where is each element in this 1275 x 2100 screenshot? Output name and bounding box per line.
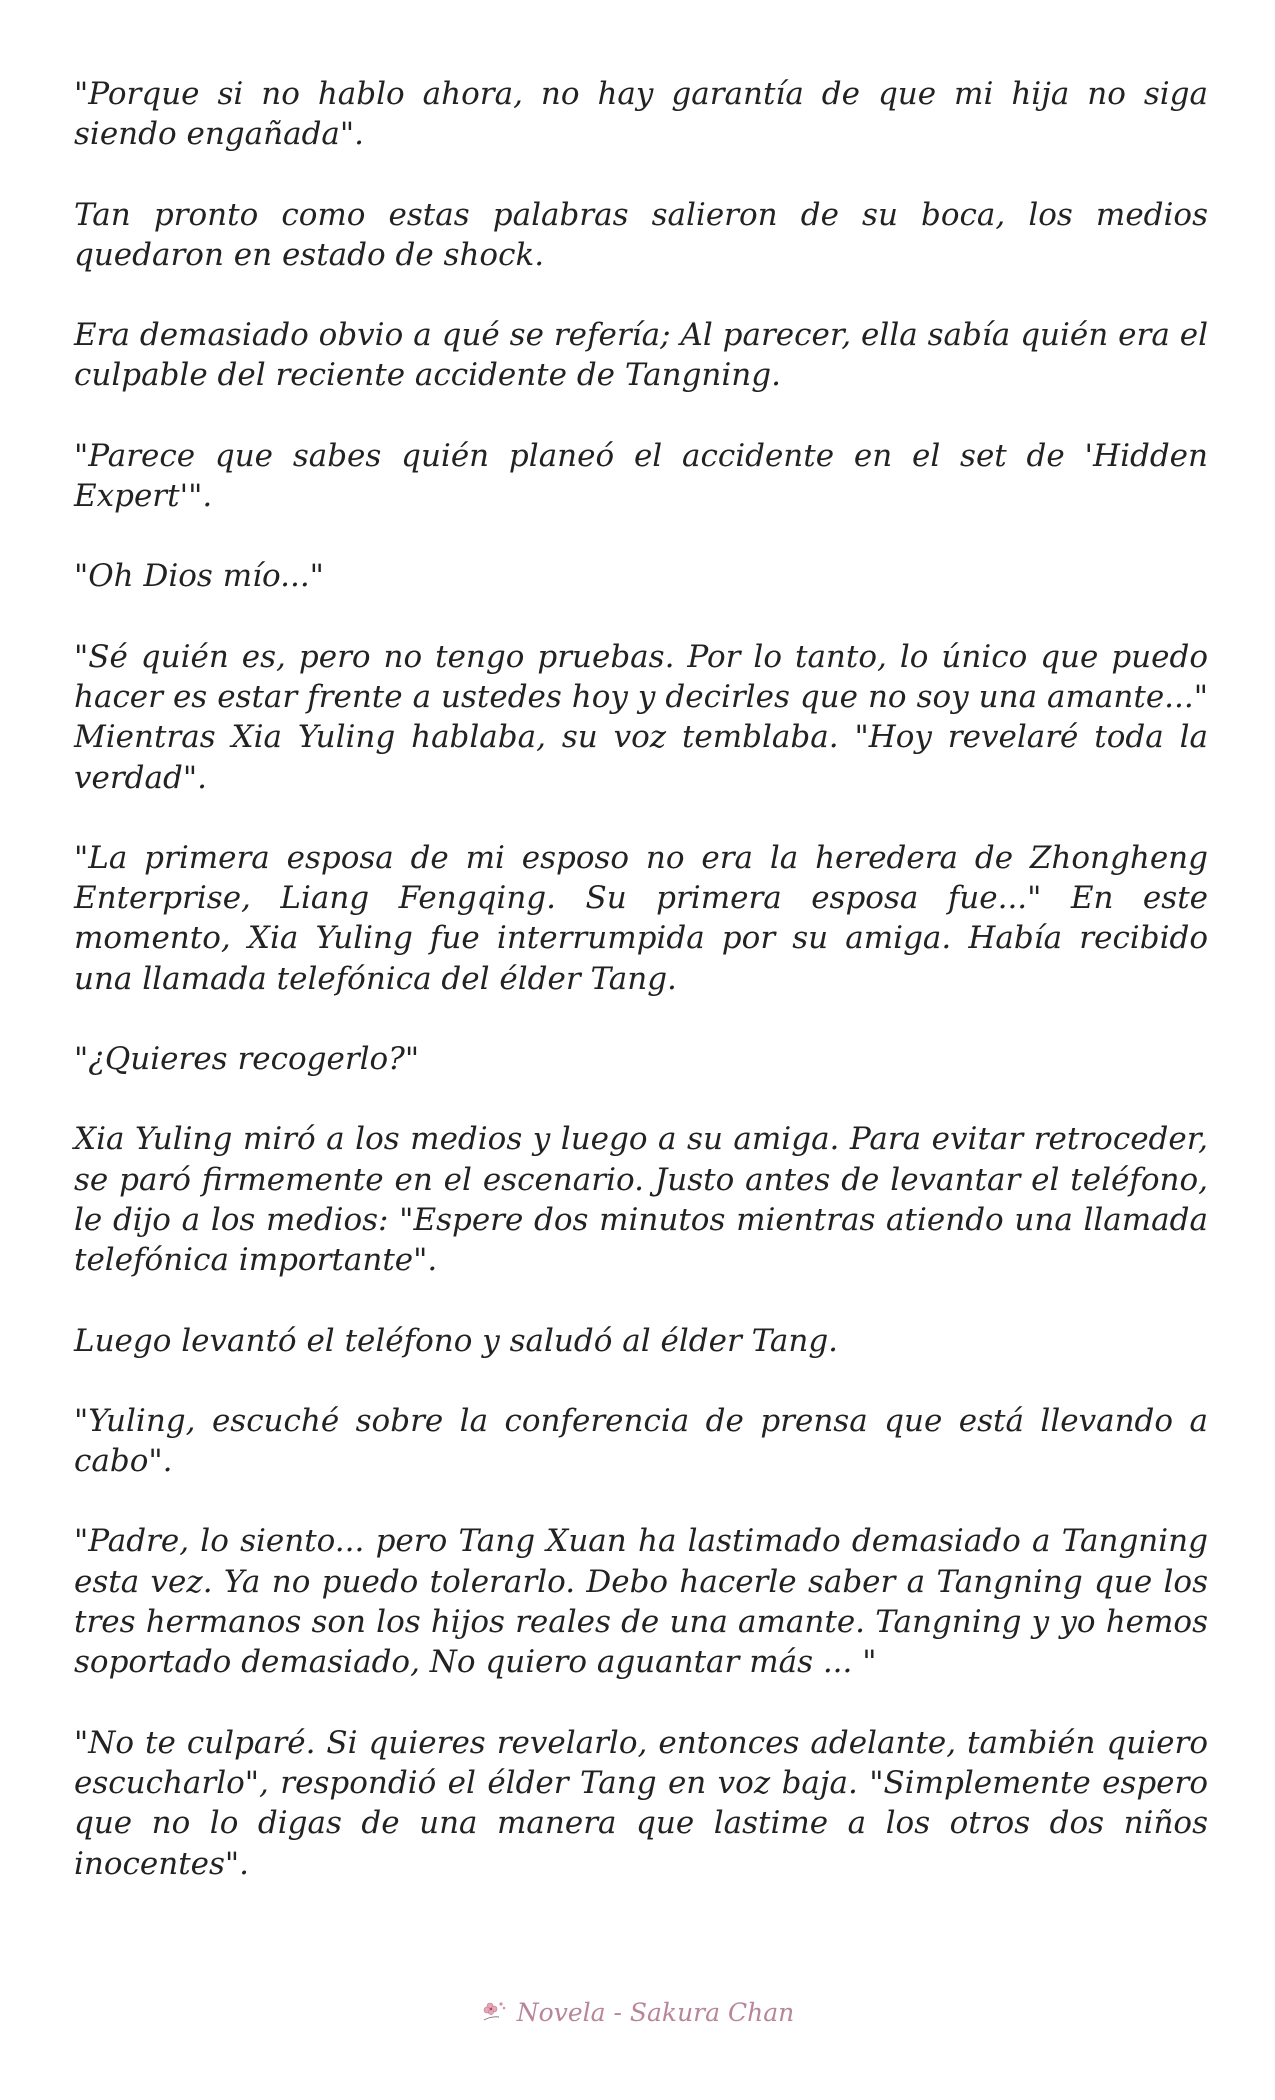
paragraph-5: "Oh Dios mío..." xyxy=(74,558,324,595)
paragraph-9: Xia Yuling miró a los medios y luego a su amiga. Para evitar retroceder, se paró firmemente en el escenario. Justo antes de levantar el teléfono, le dijo a los medios: "Espere dos minutos mientras atiendo una llamada telefónica importante". xyxy=(74,1121,1208,1279)
paragraph-1: "Porque si no hablo ahora, no hay garantía de que mi hija no siga siendo engañada". xyxy=(74,76,1208,153)
sakura-flower-icon xyxy=(481,1999,509,2023)
paragraph-7: "La primera esposa de mi esposo no era la heredera de Zhongheng Enterprise, Liang Fengqing. Su primera esposa fue..." En este momento, Xia Yuling fue interrumpida por su amiga. Había recibido una llamada telefónica del élder Tang. xyxy=(74,839,1208,997)
paragraph-8: "¿Quieres recogerlo?" xyxy=(74,1041,420,1078)
paragraph-13: "No te culparé. Si quieres revelarlo, entonces adelante, también quiero escucharlo", respondió el élder Tang en voz baja. "Simplemente espero que no lo digas de una manera que lastime a los otros dos niños inocentes". xyxy=(74,1724,1208,1882)
paragraph-11: "Yuling, escuché sobre la conferencia de prensa que está llevando a cabo". xyxy=(74,1402,1208,1480)
paragraph-3: Era demasiado obvio a qué se refería; Al parecer, ella sabía quién era el culpable del reciente accidente de Tangning. xyxy=(74,317,1208,394)
paragraph-6: "Sé quién es, pero no tengo pruebas. Por lo tanto, lo único que puedo hacer es estar frente a ustedes hoy y decirles que no soy una amante..." Mientras Xia Yuling hablaba, su voz temblaba. "Hoy revelaré toda la verdad". xyxy=(74,638,1208,796)
footer-watermark xyxy=(0,1998,1275,2027)
paragraph-2: Tan pronto como estas palabras salieron de su boca, los medios quedaron en estado de shock. xyxy=(74,196,1208,273)
footer-text: Novela - Sakura Chan xyxy=(516,1998,795,2027)
paragraph-12: "Padre, lo siento... pero Tang Xuan ha lastimado demasiado a Tangning esta vez. Ya no puedo tolerarlo. Debo hacerle saber a Tangning que los tres hermanos son los hijos reales de una amante. Tangning y yo hemos soportado demasiado, No quiero aguantar más ... " xyxy=(74,1523,1208,1681)
document-body xyxy=(74,74,1208,1924)
paragraph-10: Luego levantó el teléfono y saludó al élder Tang. xyxy=(74,1322,839,1359)
paragraph-4: "Parece que sabes quién planeó el accidente en el set de 'Hidden Expert'". xyxy=(74,437,1208,515)
